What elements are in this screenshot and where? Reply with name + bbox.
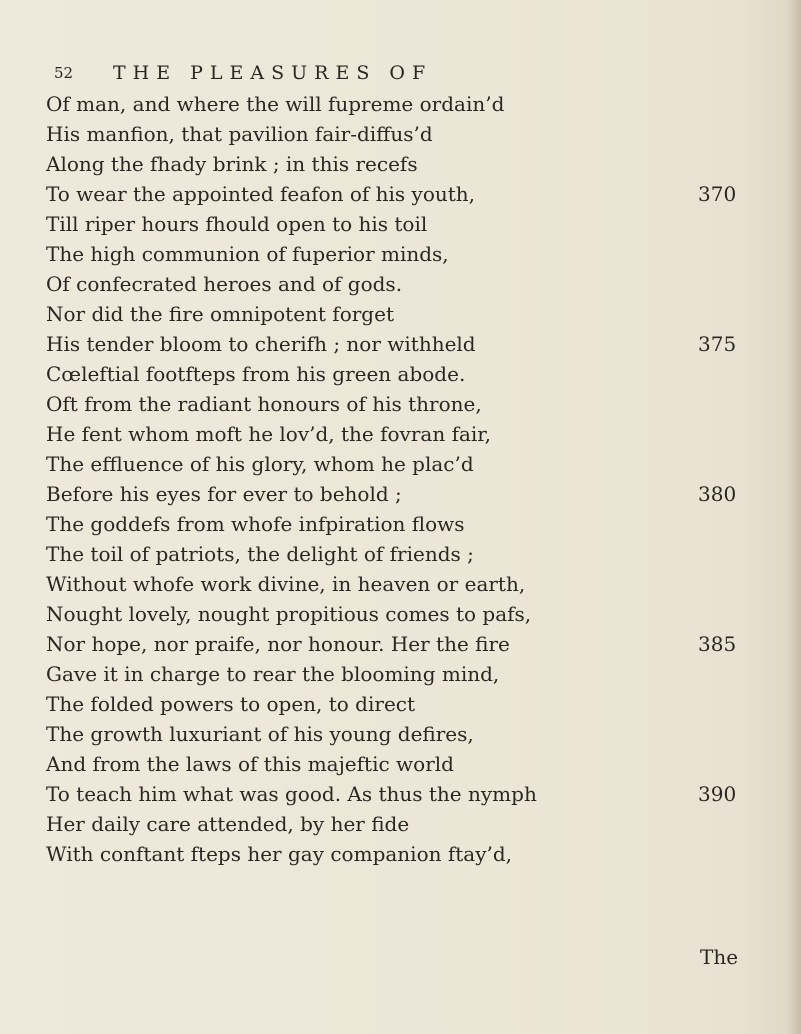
poem-line: His tender bloom to cherifh ; nor withheld	[46, 332, 476, 356]
running-title: THE PLEASURES OF	[113, 62, 433, 84]
poem-line: The growth luxuriant of his young defires,	[46, 722, 474, 746]
catchword: The	[700, 945, 739, 969]
poem-line: Without whofe work divine, in heaven or earth,	[46, 572, 526, 596]
poem-line: Nor hope, nor praife, nor honour. Her the fire	[46, 632, 510, 656]
poem-line: Before his eyes for ever to behold ;	[46, 482, 402, 506]
poem-line: Nor did the fire omnipotent forget	[46, 302, 394, 326]
line-number: 380	[698, 482, 737, 506]
poem-line: Gave it in charge to rear the blooming mind,	[46, 662, 500, 686]
line-number: 390	[698, 782, 737, 806]
poem-line: He fent whom moft he lov’d, the fovran fair,	[46, 422, 492, 446]
poem-line: To wear the appointed feafon of his youth,	[46, 182, 476, 206]
line-number: 375	[698, 332, 737, 356]
page-number: 52	[54, 64, 74, 82]
poem-line: Of man, and where the will fupreme ordain’d	[46, 92, 505, 116]
poem-line: Cœleftial footfteps from his green abode.	[46, 362, 466, 386]
poem-line: To teach him what was good. As thus the nymph	[46, 782, 537, 806]
poem-line: Oft from the radiant honours of his throne,	[46, 392, 482, 416]
poem-line: The folded powers to open, to direct	[46, 692, 416, 716]
poem-line: The effluence of his glory, whom he plac’d	[46, 452, 474, 476]
poem-line: Nought lovely, nought propitious comes to pafs,	[46, 602, 532, 626]
page-edge-shadow	[787, 0, 801, 1034]
poem-line: The toil of patriots, the delight of friends ;	[46, 542, 474, 566]
page-header	[46, 62, 646, 88]
poem-line: Of confecrated heroes and of gods.	[46, 272, 403, 296]
poem-line: The high communion of fuperior minds,	[46, 242, 449, 266]
poem-line: Her daily care attended, by her fide	[46, 812, 410, 836]
line-number: 385	[698, 632, 737, 656]
poem-line: With conftant fteps her gay companion ftay’d,	[46, 842, 513, 866]
poem-line: Along the fhady brink ; in this recefs	[46, 152, 418, 176]
poem-line: His manfion, that pavilion fair-diffus’d	[46, 122, 433, 146]
poem-line: And from the laws of this majeftic world	[46, 752, 454, 776]
line-number: 370	[698, 182, 737, 206]
poem-line: The goddefs from whofe infpiration flows	[46, 512, 465, 536]
poem-line: Till riper hours fhould open to his toil	[46, 212, 428, 236]
